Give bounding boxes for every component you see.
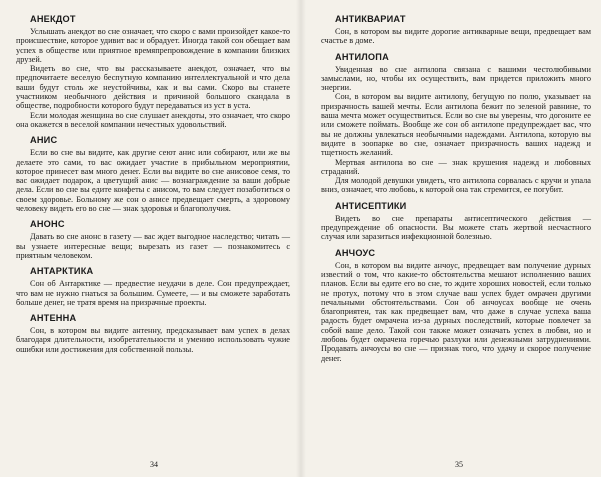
dictionary-entry bbox=[16, 266, 290, 307]
entry-paragraph: Мертвая антилопа во сне — знак крушения надежд и любовных страданий. bbox=[321, 157, 591, 176]
entry-paragraph: Видеть во сне, что вы рассказываете анекдот, означает, что вы предпочитаете веселую беспутную компанию интеллектуальной и что дела ваши будут столь же неустойчивы, как и вы сами. Скоро вы станете участником необычного действия и причиной большого скандала в обществе, подробности которого будут передаваться из уст в уста. bbox=[16, 64, 290, 111]
entry-paragraph: Если молодая женщина во сне слушает анекдоты, это означает, что скоро она окажется в веселой компании нечестных удовольствий. bbox=[16, 110, 290, 129]
dictionary-entry bbox=[321, 248, 591, 363]
entry-title: АНИС bbox=[30, 135, 58, 146]
left-page-entries bbox=[16, 14, 290, 354]
dictionary-entry bbox=[16, 135, 290, 213]
entry-paragraph: Если во сне вы видите, как другие сеют анис или собирают, или же вы делаете это сами, то вас ожидает участие в прибыльном мероприятии, которое принесет вам много денег. Если вы видите во сне анисовое семя, то вас ожидает подарок, а цветущий анис — вознаграждение за ваши добрые дела. Если во сне вы едите конфеты с анисом, то вам следует позаботиться о своем здоровье. Больному же сон о анисе предвещает смерть, а здоровому человеку видеть его во сне — знак здоровья и благополучия. bbox=[16, 148, 290, 214]
dictionary-entry bbox=[16, 14, 290, 129]
right-page-entries bbox=[321, 14, 591, 363]
entry-title: АНЧОУС bbox=[335, 247, 376, 258]
entry-title: АНОНС bbox=[30, 219, 65, 230]
right-page-number: 35 bbox=[455, 460, 463, 469]
dictionary-entry bbox=[321, 14, 591, 46]
dictionary-entry bbox=[321, 201, 591, 242]
entry-paragraph: Сон, в котором вы видите антенну, предсказывает вам успех в делах благодаря длительности, изобретательности и умению использовать чужие ошибки или достижения для собственной пользы. bbox=[16, 326, 290, 354]
entry-paragraph: Услышать анекдот во сне означает, что скоро с вами произойдет какое-то происшествие, которое удивит вас и обрадует. Иногда такой сон обещает вам успех в обществе или приятное времяпрепровождение в компании близких друзей. bbox=[16, 27, 290, 64]
entry-paragraph: Для молодой девушки увидеть, что антилопа сорвалась с кручи и упала вниз, означает, что любовь, к которой она так стремится, ее погубит. bbox=[321, 176, 591, 195]
dictionary-entry bbox=[321, 52, 591, 195]
entry-title: АНТИЛОПА bbox=[335, 51, 389, 62]
entry-title: АНТИСЕПТИКИ bbox=[335, 200, 407, 211]
left-page-number: 34 bbox=[150, 460, 158, 469]
entry-paragraph: Сон, в котором вы видите дорогие антикварные вещи, предвещает вам счастье в доме. bbox=[321, 27, 591, 46]
right-page bbox=[300, 0, 601, 477]
dictionary-entry bbox=[16, 219, 290, 260]
entry-title: АНЕКДОТ bbox=[30, 14, 76, 24]
entry-paragraph: Сон, в котором вы видите анчоус, предвещает вам получение дурных известий о том, что какие-то обстоятельства мешают исполнению ваших планов. Если вы едите его во сне, то ждите хороших новостей, если только не протух, потому что в этом случае ваш успех будет омрачен другими печальными обстоятельствами. Сон об анчоусах вообще не очень благоприятен, так как предвещает вам, что даже в случае успеха ваша радость будет омрачена из-за дурных последствий, которые повлечет за собой ваше дело. Такой сон также может означать успех в любви, но и любовь будет омрачена горечью разлуки или денежными затруднениями. Продавать анчоусы во сне — признак того, что удачу и скорое получение денег. bbox=[321, 260, 591, 363]
entry-title: АНТЕННА bbox=[30, 313, 77, 324]
entry-paragraph: Видеть во сне препараты антисептического действия — предупреждение об опасности. Вы можете стать жертвой несчастного случая или заразиться инфекционной болезнью. bbox=[321, 213, 591, 242]
left-page bbox=[0, 0, 300, 477]
dictionary-entry bbox=[16, 313, 290, 354]
entry-paragraph: Увиденная во сне антилопа связана с вашими честолюбивыми замыслами, но, чтобы их осуществить, вам придется приложить много энергии. bbox=[321, 64, 591, 93]
entry-title: АНТИКВАРИАТ bbox=[335, 14, 406, 24]
entry-title: АНТАРКТИКА bbox=[30, 266, 94, 277]
entry-paragraph: Сон об Антарктике — предвестие неудачи в деле. Сон предупреждает, что вам не нужно гнаться за большим. Сумеете, — и вы сможете заработать больше денег, не тратя время на призрачные проекты. bbox=[16, 279, 290, 307]
entry-paragraph: Сон, в котором вы видите антилопу, бегущую по полю, указывает на призрачность вашей мечты. Если антилопа бежит по зеленой равнине, то ваша мечта может осуществиться. Если во сне вы уверены, что догоните ее или сможете поймать. Вообще же сон об антилопе предупреждает вас, что вы не должны увлекаться необычными надеждами. Антилопа, которую вы видите в зоопарке во сне, означает призрачность ваших надежд и тщетность желаний. bbox=[321, 92, 591, 158]
entry-paragraph: Давать во сне анонс в газету — вас ждет выгодное наследство; читать — вы узнаете интересные вещи; вырезать из газет — познакомитесь с приятным человеком. bbox=[16, 232, 290, 260]
